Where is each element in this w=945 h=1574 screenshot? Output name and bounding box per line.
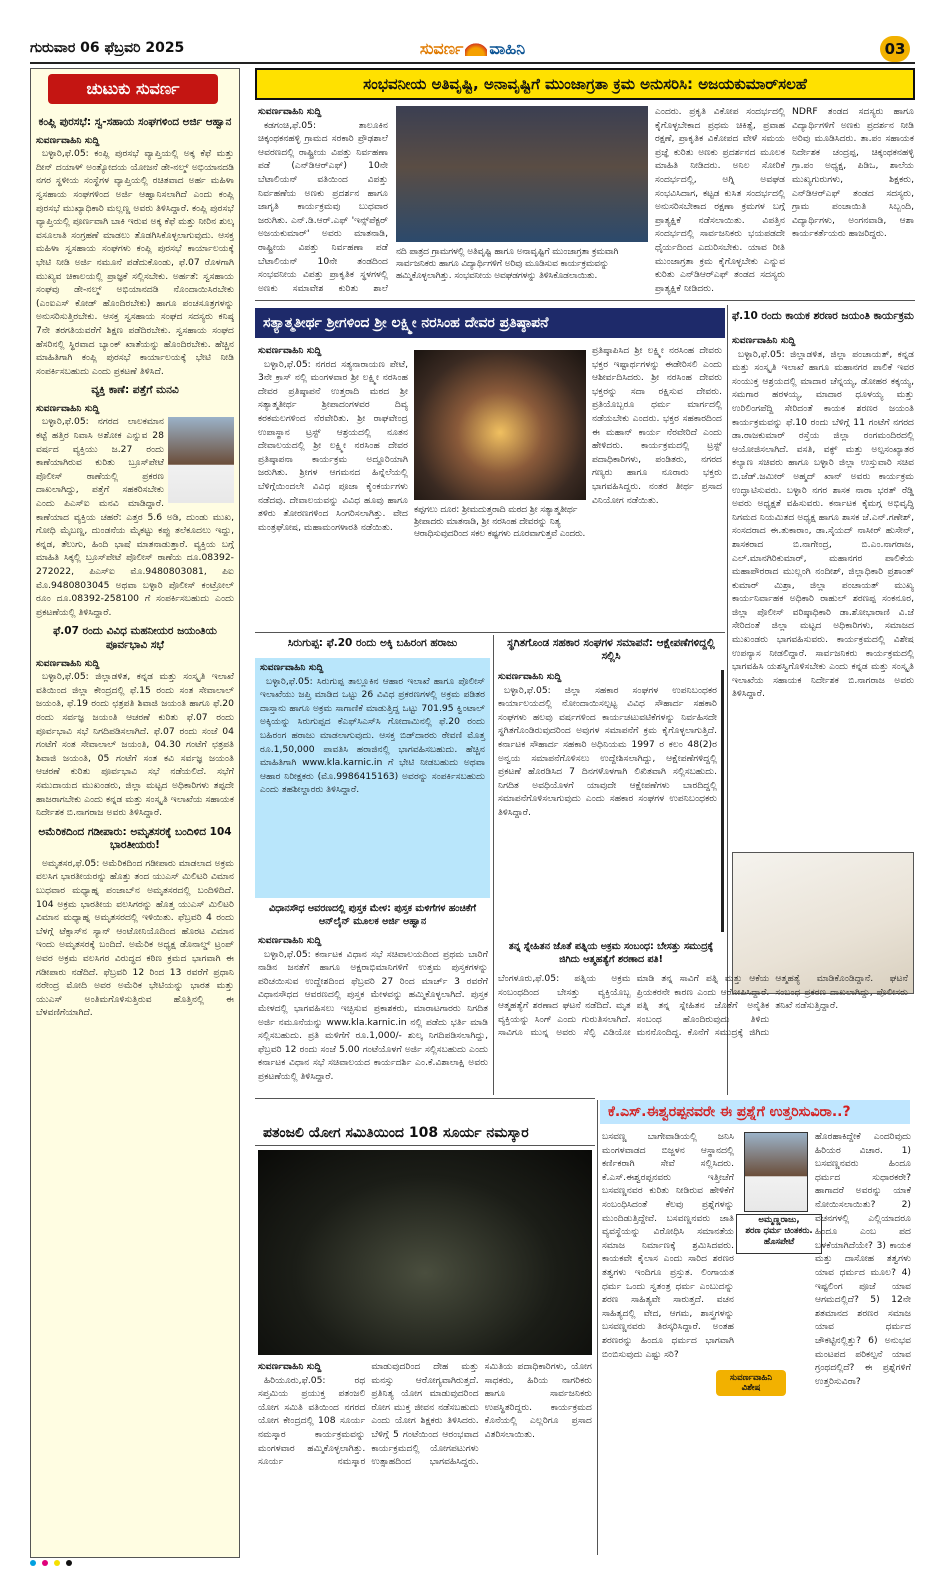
- yoga-story: [258, 1360, 592, 1550]
- story-body: ಬಳ್ಳಾರಿ,ಫೆ.05: ನಗರದ ಸತ್ಯನಾರಾಯಣ ಪೇಟೆ, 3ನೇ ಕ್ರಾಸ್ ನಲ್ಲಿ ಮಂಗಳವಾರ ಶ್ರೀ ಲಕ್ಷ್ಮೀ ನರಸಿಂಹ ದೇವರ ಪ್ರತಿಷ್ಠಾಪನೆ ಉತ್ತರಾದಿ ಮಠದ ಶ್ರೀ ಸತ್ಯಾತ್ಮತೀರ್ಥ ಶ್ರೀಪಾದಂಗಳವರ ದಿವ್ಯ ಕರಕಮಲಗಳಿಂದ ನೆರವೇರಿತು. ಶ್ರೀ ರಾಘವೇಂದ್ರ ಉಪಾಸ್ಥಾನ ಟ್ರಸ್ಟ್ ಆಶ್ರಯದಲ್ಲಿ ನೂತನ ದೇವಾಲಯದಲ್ಲಿ ಶ್ರೀ ಲಕ್ಷ್ಮೀ ನರಸಿಂಹ ದೇವರ ಪ್ರತಿಷ್ಠಾಪನಾ ಕಾರ್ಯಕ್ರಮ ಅದ್ದೂರಿಯಾಗಿ ಜರುಗಿತು. ಶ್ರೀಗಳ ಆಗಮನದ ಹಿನ್ನೆಲೆಯಲ್ಲಿ ಬೆಳಿಗ್ಗೆಯಿಂದಲೇ ವಿವಿಧ ಪೂಜಾ ಕೈಂಕರ್ಯಗಳು ನಡೆದವು. ದೇವಾಲಯವನ್ನು ವಿವಿಧ ಹೂವು ಹಾಗೂ ತಳಿರು ತೋರಣಗಳಿಂದ ಸಿಂಗರಿಸಲಾಗಿತ್ತು. ವೇದ ಮಂತ್ರಘೋಷ, ಮಹಾಮಂಗಳಾರತಿ ನಡೆಯಿತು.: [258, 358, 408, 533]
- issue-date: ಗುರುವಾರ 06 ಫೆಬ್ರವರಿ 2025: [30, 40, 185, 56]
- crime-story: ಬೆಂಗಳೂರು,ಫೆ.05: ಪತ್ನಿಯ ಅಕ್ರಮ ಸಂಬಂಧದಿಂದ ಬೇಸತ್ತು ವ್ಯಕ್ತಿಯೊಬ್ಬ ಆತ್ಮಹತ್ಯೆಗೆ ಶರಣಾದ ಘಟನೆ ನಡೆದಿದೆ. ಮೃತ ವ್ಯಕ್ತಿಯನ್ನು ಸಿಂಗ್ ಎಂದು ಗುರುತಿಸಲಾಗಿದೆ. ಸಾವಿಗೂ ಮುನ್ನ ಅವರು ಸೆಲ್ಫಿ ವಿಡಿಯೋ ಮಾಡಿ ತನ್ನ ಸಾವಿಗೆ ಪತ್ನಿ ಮತ್ತು ಆಕೆಯ ಪ್ರಿಯಕರನೇ ಕಾರಣ ಎಂದು ಆರೋಪಿಸಿದ್ದಾರೆ. ಪತ್ನಿ ತನ್ನ ಸ್ನೇಹಿತನ ಜೊತೆಗೆ ಅನೈತಿಕ ಸಂಬಂಧ ಹೊಂದಿರುವುದು ತಿಳಿದು ಮನನೊಂದಿದ್ದ. ಕೊನೆಗೆ ಸಮುದ್ರಕ್ಕೆ ಜಿಗಿದು ಆತ್ಮಹತ್ಯೆ ಮಾಡಿಕೊಂಡಿದ್ದಾನೆ. ಘಟನೆ ಸಂಬಂಧ ಪ್ರಕರಣ ದಾಖಲಾಗಿದ್ದು, ಪೊಲೀಸರು ತನಿಖೆ ನಡೆಸುತ್ತಿದ್ದಾರೆ.: [498, 973, 908, 1039]
- masthead-rule: [30, 62, 915, 64]
- black-mark: [66, 1560, 72, 1566]
- kaayaka-headline: ಫೆ.10 ರಂದು ಕಾಯಕ ಶರಣರ ಜಯಂತಿ ಕಾರ್ಯಕ್ರಮ: [732, 310, 914, 322]
- author-title: ಶರಣ ಧರ್ಮ ಚಿಂತಕರು.: [745, 1226, 813, 1236]
- column-rule: [493, 635, 494, 1095]
- story-body: ಬಳ್ಳಾರಿ,ಫೆ.05: ಕಂಪ್ಲಿ ಪುರಸಭೆ ವ್ಯಾಪ್ತಿಯಲ್ಲಿ ಅಕ್ಕ ಕೆಫೆ ಮತ್ತು ದೀನ್ ದಯಾಳ್ ಅಂತ್ಯೋದಯ ಯೋಜನೆ ಡೇ-ನಲ್ಮ್ ಅಭಿಯಾನದಡಿ ನಗರ ಸ್ಥಳೀಯ ಸಂಸ್ಥೆಗಳ ವ್ಯಾಪ್ತಿಯಲ್ಲಿ ರಚಿತವಾದ ಅರ್ಹ ಮಹಿಳಾ ಸ್ವಸಹಾಯ ಸಂಘಗಳಿಂದ ಅರ್ಜಿ ಆಹ್ವಾನಿಸಲಾಗಿದೆ ಎಂದು ಕಂಪ್ಲಿ ಪುರಸಭೆ ಮುಖ್ಯಾಧಿಕಾರಿ ಮಲ್ಲಣ್ಣ ಅವರು ತಿಳಿಸಿದ್ದಾರೆ. ಕಂಪ್ಲಿ ಪುರಸಭೆ ವ್ಯಾಪ್ತಿಯಲ್ಲಿ ಪೂರ್ಣವಾಗಿ ಬಾಕಿ ಇರುವ ಅಕ್ಕ ಕೆಫೆ ಮತ್ತು ನೀರಿನ ಶುಲ್ಕ ವಸೂಲಾತಿ ಸಂಗ್ರಹಣೆ ಮಾಡಲು ತೊಡಗಿಸಿಕೊಳ್ಳಲಾಗುವುದು. ಆಸಕ್ತ ಮಹಿಳಾ ಸ್ವಸಹಾಯ ಸಂಘಗಳು ಕಂಪ್ಲಿ ಪುರಸಭೆ ಕಾರ್ಯಾಲಯಕ್ಕೆ ಭೇಟಿ ನೀಡಿ ಅರ್ಜಿ ನಮೂನೆ ಪಡೆದುಕೊಂಡು, ಫೆ.07 ರೊಳಗಾಗಿ ಮುಖ್ಯವ ಚಿಕಾಲಯಲ್ಲಿ ಪ್ರಾಜ್ಞಕೆ ಸಲ್ಲಿಸಬೇಕು. ಅರ್ಹತೆ: ಸ್ವಸಹಾಯ ಸಂಘವು ಡೇ-ನಲ್ಮ್ ಅಭಿಯಾನದಡಿ ನೊಂದಾಯಿಸಿರಬೇಕು (ಎಂಐಎಸ್ ಕೋಡ್ ಹೊಂದಿರಬೇಕು) ಹಾಗೂ ಪಂಚಸೂತ್ರಗಳನ್ನು ಅನುಸರಿಸುತ್ತಿರಬೇಕು. ಆಸಕ್ತ ಸ್ವಸಹಾಯ ಸಂಘದ ಸದಸ್ಯರು ಕನಿಷ್ಠ 7ನೇ ತರಗತಿಯವರೆಗೆ ಶಿಕ್ಷಣ ಪಡೆದಿರಬೇಕು. ಸ್ವಸಹಾಯ ಸಂಘದ ಹೆಸರಿನಲ್ಲಿ ಸ್ಥಿರವಾದ ಬ್ಯಾಂಕ್ ಖಾತೆಯನ್ನು ಹೊಂದಿರಬೇಕು. ಹೆಚ್ಚಿನ ಮಾಹಿತಿಗಾಗಿ ಕಂಪ್ಲಿ ಪುರಸಭೆ ಕಾರ್ಯಾಲಯಕ್ಕೆ ಭೇಟಿ ನೀಡಿ ಸಂಪರ್ಕಿಸಬಹುದು ಎಂದು ಪ್ರಕಟಣೆ ತಿಳಿಸಿದೆ.: [36, 148, 234, 377]
- crime-headline: ತನ್ನ ಸ್ನೇಹಿತನ ಜೊತೆ ಪತ್ನಿಯ ಅಕ್ರಮ ಸಂಬಂಧ: ಬೇಸತ್ತು ಸಮುದ್ರಕ್ಕೆ ಜಿಗಿದು ಆತ್ಮಹತ್ಯೆಗೆ ಶರಣಾದ ಪತಿ!: [508, 941, 714, 965]
- story-headline: ಫೆ.07 ರಂದು ವಿವಿಧ ಮಹನೀಯರ ಜಯಂತಿಯ ಪೂರ್ವಭಾವಿ ಸಭೆ: [53, 625, 217, 651]
- story-headline: ಕಂಪ್ಲಿ ಪುರಸಭೆ: ಸ್ವ-ಸಹಾಯ ಸಂಘಗಳಿಂದ ಅರ್ಜಿ ಆಹ್ವಾನ: [38, 116, 232, 128]
- story-source: ಸುವರ್ಣವಾಹಿನಿ ಸುದ್ದಿ: [258, 1361, 322, 1372]
- rice-headline: ಸಿರುಗುಪ್ಪ: ಫೆ.20 ರಂದು ಅಕ್ಕಿ ಬಹಿರಂಗ ಹರಾಜು: [287, 637, 458, 649]
- story-body: ಹಿರಿಯೂರು,ಫೆ.05: ರಥ ಸಪ್ತಮಿಯ ಪ್ರಯುಕ್ತ ಪತಂಜಲಿ ಯೋಗ ಸಮಿತಿ ವತಿಯಿಂದ ನಗರದ ಯೋಗ ಕೇಂದ್ರದಲ್ಲಿ 108 ಸೂರ್ಯ ನಮಸ್ಕಾರ ಕಾರ್ಯಕ್ರಮವನ್ನು ಮಂಗಳವಾರ ಹಮ್ಮಿಕೊಳ್ಳಲಾಗಿತ್ತು. ಸೂರ್ಯ ನಮಸ್ಕಾರ ಮಾಡುವುದರಿಂದ ದೇಹ ಮತ್ತು ಮನಸ್ಸು ಆರೋಗ್ಯವಾಗಿರುತ್ತದೆ. ಪ್ರತಿನಿತ್ಯ ಯೋಗ ಮಾಡುವುದರಿಂದ ರೋಗ ಮುಕ್ತ ಜೀವನ ನಡೆಸಬಹುದು ಎಂದು ಯೋಗ ಶಿಕ್ಷಕರು ತಿಳಿಸಿದರು. ಬೆಳಿಗ್ಗೆ 5 ಗಂಟೆಯಿಂದ ಆರಂಭವಾದ ಕಾರ್ಯಕ್ರಮದಲ್ಲಿ ಯೋಗಪಟುಗಳು ಉತ್ಸಾಹದಿಂದ ಭಾಗವಹಿಸಿದ್ದರು. ಸಮಿತಿಯ ಪದಾಧಿಕಾರಿಗಳು, ಯೋಗ ಸಾಧಕರು, ಹಿರಿಯ ನಾಗರಿಕರು ಹಾಗೂ ಸಾರ್ವಜನಿಕರು ಉಪಸ್ಥಿತರಿದ್ದರು. ಕಾರ್ಯಕ್ರಮದ ಕೊನೆಯಲ್ಲಿ ಎಲ್ಲರಿಗೂ ಪ್ರಸಾದ ವಿತರಿಸಲಾಯಿತು.: [258, 1361, 592, 1468]
- author-place: ಹೊಸಪೇಟೆ: [763, 1237, 795, 1247]
- cyan-mark: [30, 1560, 36, 1566]
- logo-text-part1: ಸುವರ್ಣ: [419, 39, 464, 58]
- eshwarappa-story-right: ಹೊರಹಾಕಿದ್ದೇಕೆ ಎಂದರಿವುದು ಹಿರಿಯರ ವಿಚಾರ. 1) ಬಸವಣ್ಣನವರು ಹಿಂದೂ ಧರ್ಮದ ಸುಧಾರಕರೇ? ಹಾಗಾದರೆ ಅವರನ್ನು ಯಾಕೆ ನೋಯಿಸಲಾಯಿತು? 2) ವಚನಗಳಲ್ಲಿ ಎಲ್ಲಿಯಾದರೂ ಹಿಂದೂ ಎಂಬ ಪದ ಬಳಕೆಯಾಗಿದೆಯೇ? 3) ಕಾಯಕ ಮತ್ತು ದಾಸೋಹ ತತ್ವಗಳು ಯಾವ ಧರ್ಮದ ಮೂಲ? 4) ಇಷ್ಟಲಿಂಗ ಪೂಜೆ ಯಾವ ಆಗಮದಲ್ಲಿದೆ? 5) 12ನೇ ಶತಮಾನದ ಶರಣರ ಸಮಾಜ ಯಾವ ಧರ್ಮದ ಚೌಕಟ್ಟಿನಲ್ಲಿತ್ತು? 6) ಅನುಭವ ಮಂಟಪದ ಪರಿಕಲ್ಪನೆ ಯಾವ ಗ್ರಂಥದಲ್ಲಿದೆ? ಈ ಪ್ರಶ್ನೆಗಳಿಗೆ ಉತ್ತರಿಸುವಿರಾ?: [815, 1131, 911, 1387]
- section-title-chutuku: ಚುಟುಕು ಸುವರ್ಣ: [48, 74, 218, 104]
- story-body: ಅಮೃತಸರ,ಫೆ.05: ಅಮೆರಿಕದಿಂದ ಗಡೀಪಾರು ಮಾಡಲಾದ ಅಕ್ರಮ ವಲಸಿಗ ಭಾರತೀಯರನ್ನು ಹೊತ್ತು ತಂದ ಯುಎಸ್ ಮಿಲಿಟರಿ ವಿಮಾನ ಬುಧವಾರ ಮಧ್ಯಾಹ್ನ ಪಂಜಾಬ್‌ನ ಅಮೃತಸರದಲ್ಲಿ ಬಂದಿಳಿದಿದೆ. 104 ಅಕ್ರಮ ಭಾರತೀಯ ವಲಸಿಗರನ್ನು ಹೊತ್ತ ಯುಎಸ್ ಮಿಲಿಟರಿ ವಿಮಾನ ಮಧ್ಯಾಹ್ನ ಅಮೃತಸರದಲ್ಲಿ ಇಳಿಯಿತು. ಫೆಬ್ರವರಿ 4 ರಂದು ಬೆಳಗ್ಗೆ ಟೆಕ್ಸಾಸ್‌ನ ಸ್ಯಾನ್ ಆಂಟೋನಿಯೊದಿಂದ ಹೊರಟ ವಿಮಾನ ಇಂದು ಅಮೃತಸರಕ್ಕೆ ಬಂದಿದೆ. ಅಮೆರಿಕ ಅಧ್ಯಕ್ಷ ಡೊನಾಲ್ಡ್ ಟ್ರಂಪ್ ಅವರ ಅಕ್ರಮ ವಲಸಿಗರ ವಿರುದ್ಧದ ಕಠಿಣ ಕ್ರಮದ ಭಾಗವಾಗಿ ಈ ಗಡೀಪಾರು ನಡೆದಿದೆ. ಫೆಬ್ರವರಿ 12 ರಿಂದ 13 ರವರೆಗೆ ಪ್ರಧಾನಿ ನರೇಂದ್ರ ಮೋದಿ ಅವರ ಅಮೆರಿಕ ಭೇಟಿಯನ್ನು ಭಾರತ ಮತ್ತು ಯುಎಸ್ ಅಂತಿಮಗೊಳಿಸುತ್ತಿರುವ ಹೊತ್ತಿನಲ್ಲಿ ಈ ಬೆಳವಣಿಗೆಯಾಗಿದೆ.: [36, 857, 234, 1019]
- print-registration-marks: [30, 1560, 915, 1566]
- ndrf-group-photo: [396, 106, 648, 242]
- page-number: 03: [880, 36, 910, 62]
- left-column-stories: [36, 110, 234, 1550]
- temple-headline: ಸತ್ಯಾತ್ಮತೀರ್ಥ ಶ್ರೀಗಳಿಂದ ಶ್ರೀ ಲಕ್ಷ್ಮೀ ನರಸಿಂಹ ದೇವರ ಪ್ರತಿಷ್ಠಾಪನೆ: [255, 308, 725, 338]
- yoga-headline: ಪತಂಜಲಿ ಯೋಗ ಸಮಿತಿಯಿಂದ 108 ಸೂರ್ಯ ನಮಸ್ಕಾರ: [255, 1120, 595, 1146]
- temple-col1: [258, 344, 408, 629]
- coop-headline: ಸ್ಥಗಿತಗೊಂಡ ಸಹಕಾರ ಸಂಘಗಳ ಸಮಾಪನೆ: ಆಕ್ಷೇಪಣೆಗಳಿದ್ದಲ್ಲಿ ಸಲ್ಲಿಸಿ: [507, 637, 715, 662]
- main-headline: ಸಂಭವನೀಯ ಅತಿವೃಷ್ಟಿ, ಅನಾವೃಷ್ಟಿಗೆ ಮುಂಜಾಗ್ರತಾ ಕ್ರಮ ಅನುಸರಿಸಿ: ಅಜಯಕುಮಾರ್‌ಸಲಹೆ: [255, 68, 915, 100]
- story-source: ಸುವರ್ಣವಾಹಿನಿ ಸುದ್ದಿ: [36, 657, 100, 669]
- story-headline: ಅಮೆರಿಕದಿಂದ ಗಡೀಪಾರು: ಅಮೃತಸರಕ್ಕೆ ಬಂದಿಳಿದ 104 ಭಾರತೀಯರು!: [38, 825, 232, 852]
- story-source: ಸುವರ್ಣವಾಹಿನಿ ಸುದ್ದಿ: [732, 335, 796, 346]
- story-source: ಸುವರ್ಣವಾಹಿನಿ ಸುದ್ದಿ: [36, 134, 100, 146]
- story-body: ಕಡಗಂಚಿ,ಫೆ.05: ತಾಲೂಕಿನ ಚಿಕ್ಕಂಥಕನಹಳ್ಳಿ ಗ್ರಾಮದ ಸರಕಾರಿ ಪ್ರೌಢಶಾಲೆ ಆವರಣದಲ್ಲಿ ರಾಷ್ಟ್ರೀಯ ವಿಪತ್ತು ನಿರ್ವಹಣಾ ಪಡೆ (ಎನ್‌ಡಿಆರ್‌ಎಫ್) 10ನೇ ಬೆಟಾಲಿಯನ್ ವತಿಯಿಂದ ವಿಪತ್ತು ನಿರ್ವಹಣೆಯ ಅಣಕು ಪ್ರದರ್ಶನ ಹಾಗೂ ಜಾಗೃತಿ ಕಾರ್ಯಕ್ರಮವು ಬುಧವಾರ ಜರುಗಿತು. ಎನ್.ಡಿ.ಆರ್.ಎಫ್ 'ಇನ್ಸ್‌ಪೆಕ್ಟರ್ ಅಜಯಕುಮಾರ್' ಅವರು ಮಾತನಾಡಿ, ರಾಷ್ಟ್ರೀಯ ವಿಪತ್ತು ನಿರ್ವಹಣಾ ಪಡೆ ಬೆಟಾಲಿಯನ್ 10ನೇ ತಂಡದಿಂದ ಸಂಭವನೀಯ ವಿಪತ್ತು ಪ್ರಾಕೃತಿಕ ಸ್ಥಳಗಳಲ್ಲಿ ಅಣಕು ಸಮಾವೇಶ ಕುರಿತು ಶಾಲೆ: [258, 119, 388, 294]
- author-name: ಅಮ್ಮಣ್ಣರಾಜು,: [758, 1215, 800, 1225]
- top-story-col1: [258, 105, 388, 295]
- story-body: ಬಳ್ಳಾರಿ,ಫೆ.05: ಸಿರುಗುಪ್ಪ ತಾಲ್ಲೂಕಿನ ಆಹಾರ ಇಲಾಖೆ ಹಾಗೂ ಪೊಲೀಸ್ ಇಲಾಖೆಯು ಜಪ್ತಿ ಮಾಡಿದ ಒಟ್ಟು 26 ವಿವಿಧ ಪ್ರಕರಣಗಳಲ್ಲಿ ಅಕ್ರಮ ಪಡಿತರ ದಾಸ್ತಾನು ಹಾಗೂ ಅಕ್ರಮ ಸಾಗಾಣಿಕೆ ಮಾಡುತ್ತಿದ್ದ ಒಟ್ಟು 701.95 ಕ್ವಿಂಟಾಲ್ ಅಕ್ಕಿಯನ್ನು ಸಿರುಗುಪ್ಪದ ಕೆಎಫ್‌ಸಿಎಸ್‌ಸಿ ಗೋದಾಮಿನಲ್ಲಿ ಫೆ.20 ರಂದು ಬಹಿರಂಗ ಹರಾಜು ಮಾಡಲಾಗುವುದು. ಆಸಕ್ತ ಬಿಡ್‌ದಾರರು ಠೇವಣಿ ಮೊತ್ತ ರೂ.1,50,000 ಪಾವತಿಸಿ ಹರಾಜಿನಲ್ಲಿ ಭಾಗವಹಿಸಬಹುದು. ಹೆಚ್ಚಿನ ಮಾಹಿತಿಗಾಗಿ www.kla.karnic.in ಗೆ ಭೇಟಿ ನೀಡಬಹುದು ಅಥವಾ ಆಹಾರ ನಿರೀಕ್ಷಕರು (ಮೊ.9986415163) ಅವರನ್ನು ಸಂಪರ್ಕಿಸಬಹುದು ಎಂದು ತಹಶೀಲ್ದಾರರು ತಿಳಿಸಿದ್ದಾರೆ.: [260, 675, 485, 796]
- temple-col3: ಪ್ರತಿಷ್ಠಾಪಿಸಿದ ಶ್ರೀ ಲಕ್ಷ್ಮೀ ನರಸಿಂಹ ದೇವರು ಭಕ್ತರ ಇಷ್ಟಾರ್ಥಗಳನ್ನು ಈಡೇರಿಸಲಿ ಎಂದು ಆಶೀರ್ವದಿಸಿದರು. ಶ್ರೀ ನರಸಿಂಹ ದೇವರು ಭಕ್ತರನ್ನು ಸದಾ ರಕ್ಷಿಸುವ ದೇವರು. ಪ್ರತಿಯೊಬ್ಬರೂ ಧರ್ಮ ಮಾರ್ಗದಲ್ಲಿ ನಡೆಯಬೇಕು ಎಂದರು. ಭಕ್ತರ ಸಹಕಾರದಿಂದ ಈ ಮಹಾನ್ ಕಾರ್ಯ ನೆರವೇರಿದೆ ಎಂದು ಹೇಳಿದರು. ಕಾರ್ಯಕ್ರಮದಲ್ಲಿ ಟ್ರಸ್ಟ್ ಪದಾಧಿಕಾರಿಗಳು, ಪಂಡಿತರು, ನಗರದ ಗಣ್ಯರು ಹಾಗೂ ನೂರಾರು ಭಕ್ತರು ಭಾಗವಹಿಸಿದ್ದರು. ನಂತರ ತೀರ್ಥ ಪ್ರಸಾದ ವಿನಿಯೋಗ ನಡೆಯಿತು.: [592, 345, 722, 506]
- yellow-mark: [54, 1560, 60, 1566]
- badge-line2: ವಿಶೇಷ: [741, 1383, 761, 1393]
- logo-text-part2: ವಾಹಿನಿ: [489, 39, 526, 58]
- magenta-mark: [42, 1560, 48, 1566]
- top-story-col3: ಎಂದರು. ಪ್ರಕೃತಿ ವಿಕೋಪ ಸಂದರ್ಭದಲ್ಲಿ ಕೈಗೊಳ್ಳಬೇಕಾದ ಪ್ರಥಮ ಚಿಕಿತ್ಸೆ, ಪ್ರವಾಹ ರಕ್ಷಣೆ, ಪ್ರಾಕೃತಿಕ ವಿಕೋಪದ ವೇಳೆ ಸಮಯ ಪ್ರಜ್ಞೆ ಕುರಿತು ಅಣಕು ಪ್ರದರ್ಶನದ ಮೂಲಕ ಮಾಹಿತಿ ನೀಡಿದರು. ಅನಿಲ ಸೋರಿಕೆ ಸಂದರ್ಭದಲ್ಲಿ, ಅಗ್ನಿ ಅವಘಡ ಸಂಭವಿಸಿದಾಗ, ಕಟ್ಟಡ ಕುಸಿತ ಸಂದರ್ಭದಲ್ಲಿ ಅನುಸರಿಸಬೇಕಾದ ರಕ್ಷಣಾ ಕ್ರಮಗಳ ಬಗ್ಗೆ ಪ್ರಾತ್ಯಕ್ಷಿಕೆ ನಡೆಸಲಾಯಿತು. ವಿಪತ್ತಿನ ಸಂದರ್ಭದಲ್ಲಿ ಸಾರ್ವಜನಿಕರು ಭಯಪಡದೇ ಧೈರ್ಯದಿಂದ ಎದುರಿಸಬೇಕು. ಯಾವ ರೀತಿ ಮುಂಜಾಗ್ರತಾ ಕ್ರಮ ಕೈಗೊಳ್ಳಬೇಕು ಎನ್ನುವ ಕುರಿತು ಎನ್‌ಡಿಆರ್‌ಎಫ್ ತಂಡದ ಸದಸ್ಯರು ಪ್ರಾತ್ಯಕ್ಷಿಕೆ ನೀಡಿದರು.: [655, 106, 785, 294]
- badge-line1: ಸುವರ್ಣವಾಹಿನಿ: [729, 1373, 773, 1383]
- story-body: ಬಳ್ಳಾರಿ,ಫೆ.05: ಜಿಲ್ಲಾಡಳಿತ, ಕನ್ನಡ ಮತ್ತು ಸಂಸ್ಕೃತಿ ಇಲಾಖೆ ವತಿಯಿಂದ ಜಿಲ್ಲಾ ಕೇಂದ್ರದಲ್ಲಿ ಫೆ.15 ರಂದು ಸಂತ ಸೇವಾಲಾಲ್ ಜಯಂತಿ, ಫೆ.19 ರಂದು ಛತ್ರಪತಿ ಶಿವಾಜಿ ಜಯಂತಿ ಹಾಗೂ ಫೆ.20 ರಂದು ಸರ್ವಜ್ಞ ಜಯಂತಿ ಆಚರಣೆ ಕುರಿತು ಫೆ.07 ರಂದು ಪೂರ್ವಭಾವಿ ಸಭೆ ನಿಗದಿಪಡಿಸಲಾಗಿದೆ. ಫೆ.07 ರಂದು ಸಂಜೆ 04 ಗಂಟೆಗೆ ಸಂತ ಸೇವಾಲಾಲ್ ಜಯಂತಿ, 04.30 ಗಂಟೆಗೆ ಛತ್ರಪತಿ ಶಿವಾಜಿ ಜಯಂತಿ, 05 ಗಂಟೆಗೆ ಸಂತ ಕವಿ ಸರ್ವಜ್ಞ ಜಯಂತಿ ಆಚರಣೆ ಕುರಿತು ಪೂರ್ವಭಾವಿ ಸಭೆ ನಡೆಯಲಿದೆ. ಸಭೆಗೆ ಸಮುದಾಯದ ಮುಖಂಡರು, ಜಿಲ್ಲಾ ಮಟ್ಟದ ಅಧಿಕಾರಿಗಳು ತಪ್ಪದೇ ಹಾಜರಾಗಬೇಕು ಎಂದು ಕನ್ನಡ ಮತ್ತು ಸಂಸ್ಕೃತಿ ಇಲಾಖೆಯ ಸಹಾಯಕ ನಿರ್ದೇಶಕ ಬಿ.ನಾಗರಾಜ ಅವರು ತಿಳಿಸಿದ್ದಾರೆ.: [36, 671, 234, 819]
- kaayaka-story: [732, 334, 914, 844]
- column-rule: [597, 1100, 598, 1555]
- eshwarappa-story-mid: [738, 1258, 812, 1368]
- books-headline: ವಿಧಾನಸೌಧ ಆವರಣದಲ್ಲಿ ಪುಸ್ತಕ ಮೇಳ: ಪುಸ್ತಕ ಮಳಿಗೆಗಳ ಹಂಚಿಕೆಗೆ ಆನ್‌ಲೈನ್ ಮೂಲಕ ಅರ್ಜಿ ಆಹ್ವಾನ: [268, 903, 477, 927]
- story-source: ಸುವರ್ಣವಾಹಿನಿ ಸುದ್ದಿ: [258, 106, 322, 117]
- newspaper-logo: [395, 36, 550, 62]
- story-source: ಸುವರ್ಣವಾಹಿನಿ ಸುದ್ದಿ: [36, 402, 100, 414]
- coop-story: [498, 670, 724, 932]
- top-story-col4: NDRF ತಂಡದ ಸದಸ್ಯರು ಹಾಗೂ ವಿದ್ಯಾರ್ಥಿಗಳಿಗೆ ಅಣಕು ಪ್ರದರ್ಶನ ನೀಡಿ ಅರಿವು ಮೂಡಿಸಿದರು. ತಾ.ಪಂ ಸಹಾಯಕ ನಿರ್ದೇಶಕ ಚಂದ್ರಪ್ಪ, ಚಿಕ್ಕಂಥಕನಹಳ್ಳಿ ಗ್ರಾ.ಪಂ ಅಧ್ಯಕ್ಷ, ಪಿಡಿಒ, ಶಾಲೆಯ ಮುಖ್ಯಗುರುಗಳು, ಶಿಕ್ಷಕರು, ಎನ್‌ಡಿಆರ್‌ಎಫ್ ತಂಡದ ಸದಸ್ಯರು, ಗ್ರಾಮ ಪಂಚಾಯಿತಿ ಸಿಬ್ಬಂದಿ, ವಿದ್ಯಾರ್ಥಿಗಳು, ಅಂಗನವಾಡಿ, ಆಶಾ ಕಾರ್ಯಕರ್ತೆಯರು ಹಾಜರಿದ್ದರು.: [792, 106, 914, 240]
- story-source: ಸುವರ್ಣವಾಹಿನಿ ಸುದ್ದಿ: [260, 662, 324, 673]
- books-story: [258, 934, 488, 1099]
- story-source: ಸುವರ್ಣವಾಹಿನಿ ಸುದ್ದಿ: [258, 345, 322, 356]
- missing-person-photo: [168, 417, 234, 503]
- story-source: ಸುವರ್ಣವಾಹಿನಿ ಸುದ್ದಿ: [258, 935, 322, 946]
- author-photo: [744, 1132, 808, 1212]
- story-body: ಬಳ್ಳಾರಿ,ಫೆ.05: ನಗರದ ಲಾಲಕಮಾನ ಕಟ್ಟೆ ಹತ್ತಿರ ನಿವಾಸಿ ಅಶೋಕ ಎನ್ನುವ 28 ವರ್ಷದ ವ್ಯಕ್ತಿಯು ಜ.27 ರಂದು ಕಾಣೆಯಾಗಿರುವ ಕುರಿತು ಬ್ರೂಸ್‌ಪೇಟೆ ಪೊಲೀಸ್ ಠಾಣೆಯಲ್ಲಿ ಪ್ರಕರಣ ದಾಖಲಾಗಿದ್ದು, ಪತ್ತೆಗೆ ಸಹಕರಿಸಬೇಕು ಎಂದು ಪಿಎಸ್‌ಐ ಮನವಿ ಮಾಡಿದ್ದಾರೆ. ಕಾಣೆಯಾದ ವ್ಯಕ್ತಿಯ ಚಹರೆ: ಎತ್ತರ 5.6 ಅಡಿ, ದುಂಡು ಮುಖ, ಗೋಧಿ ಮೈಬಣ್ಣ, ದುಂಡನೆಯ ಮೈಕಟ್ಟು ಕಪ್ಪು ತಲೆಕೂದಲು ಇದ್ದು, ಕನ್ನಡ, ತೆಲುಗು, ಹಿಂದಿ ಭಾಷೆ ಮಾತನಾಡುತ್ತಾರೆ. ವ್ಯಕ್ತಿಯ ಬಗ್ಗೆ ಮಾಹಿತಿ ಸಿಕ್ಕಲ್ಲಿ ಬ್ರೂಸ್‌ಪೇಟೆ ಪೊಲೀಸ್ ಠಾಣೆಯ ದೂ.08392-272022, ಪಿಎಸ್‌ಐ ಮೊ.9480803081, ಪಿಐ ಮೊ.9480803045 ಅಥವಾ ಬಳ್ಳಾರಿ ಪೊಲೀಸ್ ಕಂಟ್ರೋಲ್ ರೂಂ ದೂ.08392-258100 ಗೆ ಸಂಪರ್ಕಿಸಬಹುದು ಎಂದು ಪ್ರಕಟಣೆಯಲ್ಲಿ ತಿಳಿಸಿದ್ದಾರೆ.: [36, 416, 234, 618]
- story-headline: ವ್ಯಕ್ತಿ ಕಾಣೆ: ಪತ್ತೆಗೆ ಮನವಿ: [91, 384, 179, 397]
- section-rule: [255, 1098, 595, 1099]
- section-rule: [255, 300, 915, 301]
- photo-caption: ಕಪ್ಪಗಲು ದೂರ: ಶ್ರೀಮದುತ್ತರಾದಿ ಮಠದ ಶ್ರೀ ಸತ್ಯಾತ್ಮತೀರ್ಥ ಶ್ರೀಪಾದರು ಮಾತನಾಡಿ, ಶ್ರೀ ನರಸಿಂಹ ದೇವರನ್ನು ನಿತ್ಯ ಆರಾಧಿಸುವುದರಿಂದ ಸಕಲ ಕಷ್ಟಗಳು ದೂರವಾಗುತ್ತವೆ ಎಂದರು.: [414, 505, 586, 539]
- story-body: ಬಳ್ಳಾರಿ,ಫೆ.05: ಕರ್ನಾಟಕ ವಿಧಾನ ಸಭೆ ಸಚಿವಾಲಯದಿಂದ ಪ್ರಥಮ ಬಾರಿಗೆ ನಾಡಿನ ಜನತೆಗೆ ಹಾಗೂ ಅಕ್ಷರಾಭಿಮಾನಿಗಳಿಗೆ ಉತ್ತಮ ಪುಸ್ತಕಗಳನ್ನು ಪರಿಚಯಿಸುವ ಉದ್ದೇಶದಿಂದ ಫೆಬ್ರವರಿ 27 ರಿಂದ ಮಾರ್ಚ್ 3 ರವರೆಗೆ ವಿಧಾನಸೌಧದ ಆವರಣದಲ್ಲಿ ಪುಸ್ತಕ ಮೇಳವನ್ನು ಹಮ್ಮಿಕೊಳ್ಳಲಾಗಿದೆ. ಪುಸ್ತಕ ಮೇಳದಲ್ಲಿ ಭಾಗವಹಿಸಲು ಇಚ್ಛಿಸುವ ಪ್ರಕಾಶಕರು, ಮಾರಾಟಗಾರರು ನಿಗದಿತ ಅರ್ಜಿ ನಮೂನೆಯನ್ನು www.kla.karnic.in ನಲ್ಲಿ ಪಡೆದು ಭರ್ತಿ ಮಾಡಿ ಸಲ್ಲಿಸಬಹುದು. ಪ್ರತಿ ಮಳಿಗೆಗೆ ರೂ.1,000/- ಶುಲ್ಕ ನಿಗದಿಪಡಿಸಲಾಗಿದ್ದು, ಫೆಬ್ರವರಿ 12 ರಂದು ಸಂಜೆ 5.00 ಗಂಟೆಯೊಳಗೆ ಅರ್ಜಿ ಸಲ್ಲಿಸಬಹುದು ಎಂದು ಕರ್ನಾಟಕ ವಿಧಾನ ಸಭೆ ಸಚಿವಾಲಯದ ಕಾರ್ಯದರ್ಶಿ ಎಂ.ಕೆ.ವಿಶಾಲಾಕ್ಷಿ ಅವರು ಪ್ರಕಟಣೆಯಲ್ಲಿ ತಿಳಿಸಿದ್ದಾರೆ.: [258, 948, 488, 1082]
- author-caption: [736, 1214, 822, 1254]
- rice-auction-box: [255, 658, 490, 898]
- photo-caption: ನದಿ ಪಾತ್ರದ ಗ್ರಾಮಗಳಲ್ಲಿ ಅತಿವೃಷ್ಟಿ ಹಾಗೂ ಅನಾವೃಷ್ಟಿಗೆ ಮುಂಜಾಗ್ರತಾ ಕ್ರಮವಾಗಿ ಸಾರ್ವಜನಿಕರು ಹಾಗೂ ವಿದ್ಯಾರ್ಥಿಗಳಿಗೆ ಅರಿವು ಮೂಡಿಸುವ ಕಾರ್ಯಕ್ರಮವನ್ನು ಹಮ್ಮಿಕೊಳ್ಳಲಾಗಿತ್ತು. ಸಂಭವನೀಯ ಅವಘಡಗಳನ್ನು ತಿಳಿಸಿಕೊಡಲಾಯಿತು.: [396, 247, 619, 281]
- story-body: ಬಳ್ಳಾರಿ,ಫೆ.05: ಜಿಲ್ಲಾಡಳಿತ, ಜಿಲ್ಲಾ ಪಂಚಾಯತ್, ಕನ್ನಡ ಮತ್ತು ಸಂಸ್ಕೃತಿ ಇಲಾಖೆ ಹಾಗೂ ಮಹಾನಗರ ಪಾಲಿಕೆ ಇವರ ಸಂಯುಕ್ತ ಆಶ್ರಯದಲ್ಲಿ ಮಾದಾರ ಚೆನ್ನಯ್ಯ, ಡೋಹರ ಕಕ್ಕಯ್ಯ, ಸಮಗಾರ ಹರಳಯ್ಯ, ಮಾದಾರ ಧೂಳಯ್ಯ ಮತ್ತು ಉರಿಲಿಂಗಪೆದ್ದಿ ಸೇರಿದಂತೆ ಕಾಯಕ ಶರಣರ ಜಯಂತಿ ಕಾರ್ಯಕ್ರಮವನ್ನು ಫೆ.10 ರಂದು ಬೆಳಿಗ್ಗೆ 11 ಗಂಟೆಗೆ ನಗರದ ಡಾ.ರಾಜಕುಮಾರ್ ರಸ್ತೆಯ ಜಿಲ್ಲಾ ರಂಗಮಂದಿರದಲ್ಲಿ ಆಯೋಜಿಸಲಾಗಿದೆ. ವಸತಿ, ವಕ್ಫ್ ಮತ್ತು ಅಲ್ಪಸಂಖ್ಯಾತರ ಕಲ್ಯಾಣ ಸಚಿವರು ಹಾಗೂ ಬಳ್ಳಾರಿ ಜಿಲ್ಲಾ ಉಸ್ತುವಾರಿ ಸಚಿವ ಬಿ.ಜೆಡ್.ಜಮೀರ್ ಅಹ್ಮದ್ ಖಾನ್ ಅವರು ಕಾರ್ಯಕ್ರಮ ಉದ್ಘಾಟಿಸುವರು. ಬಳ್ಳಾರಿ ನಗರ ಶಾಸಕ ನಾರಾ ಭರತ್ ರೆಡ್ಡಿ ಅವರು ಅಧ್ಯಕ್ಷತೆ ವಹಿಸುವರು. ಕರ್ನಾಟಕ ಕೈಮಗ್ಗ ಅಭಿವೃದ್ಧಿ ನಿಗಮದ ನಿಯಮಿತದ ಅಧ್ಯಕ್ಷ ಹಾಗೂ ಶಾಸಕ ಜೆ.ಎನ್.ಗಣೇಶ್, ಸಂಸದರಾದ ಈ.ತುಕಾರಾಂ, ಡಾ.ಸೈಯದ್ ನಾಸೀರ್ ಹುಸೇನ್, ಶಾಸಕರಾದ ಬಿ.ನಾಗೇಂದ್ರ, ಬಿ.ಎಂ.ನಾಗರಾಜ, ಎಲ್.ಮಾನಗಿರಿಕುಮಾರ್, ಮಹಾನಗರ ಪಾಲಿಕೆಯ ಮಹಾಪೌರರಾದ ಮುಲ್ಲಂಗಿ ನಂದೀಶ್, ಜಿಲ್ಲಾಧಿಕಾರಿ ಪ್ರಶಾಂತ್ ಕುಮಾರ್ ಮಿಶ್ರಾ, ಜಿಲ್ಲಾ ಪಂಚಾಯತ್ ಮುಖ್ಯ ಕಾರ್ಯನಿರ್ವಾಹಕ ಅಧಿಕಾರಿ ರಾಹುಲ್ ಶರಣಪ್ಪ ಸಂಕನೂರ, ಜಿಲ್ಲಾ ಪೊಲೀಸ್ ವರಿಷ್ಠಾಧಿಕಾರಿ ಡಾ.ಶೋಭಾರಾಣಿ ವಿ.ಜೆ ಸೇರಿದಂತೆ ಜಿಲ್ಲಾ ಮಟ್ಟದ ಅಧಿಕಾರಿಗಳು, ಸಮಾಜದ ಮುಖಂಡರು ಭಾಗವಹಿಸುವರು. ಕಾರ್ಯಕ್ರಮದಲ್ಲಿ ವಿಶೇಷ ಉಪನ್ಯಾಸ ನೀಡಲಿದ್ದಾರೆ. ಸಾರ್ವಜನಿಕರು ಕಾರ್ಯಕ್ರಮದಲ್ಲಿ ಭಾಗವಹಿಸಿ ಯಶಸ್ವಿಗೊಳಿಸಬೇಕು ಎಂದು ಕನ್ನಡ ಮತ್ತು ಸಂಸ್ಕೃತಿ ಇಲಾಖೆಯ ಸಹಾಯಕ ನಿರ್ದೇಶಕ ಬಿ.ನಾಗರಾಜ ಅವರು ತಿಳಿಸಿದ್ದಾರೆ.: [732, 348, 914, 700]
- shrine-photo: [414, 350, 586, 500]
- section-rule: [255, 632, 725, 633]
- story-source: ಸುವರ್ಣವಾಹಿನಿ ಸುದ್ದಿ: [498, 671, 562, 682]
- eshwarappa-story-left: ಬಸವಣ್ಣ ಬಾಗೇವಾಡಿಯಲ್ಲಿ ಜನಿಸಿ ಮಂಗಳವಾಡದ ಬಿಜ್ಜಳನ ಆಸ್ಥಾನದಲ್ಲಿ ಕರ್ಣಿಕರಾಗಿ ಸೇವೆ ಸಲ್ಲಿಸಿದರು. ಕೆ.ಎಸ್.ಈಶ್ವರಪ್ಪನವರು ಇತ್ತೀಚೆಗೆ ಬಸವಣ್ಣನವರ ಕುರಿತು ನೀಡಿರುವ ಹೇಳಿಕೆಗೆ ಸಂಬಂಧಿಸಿದಂತೆ ಕೆಲವು ಪ್ರಶ್ನೆಗಳನ್ನು ಮುಂದಿಡುತ್ತಿದ್ದೇವೆ. ಬಸವಣ್ಣನವರು ಜಾತಿ ವ್ಯವಸ್ಥೆಯನ್ನು ವಿರೋಧಿಸಿ ಸಮಾನತೆಯ ಸಮಾಜ ನಿರ್ಮಾಣಕ್ಕೆ ಶ್ರಮಿಸಿದವರು. ಕಾಯಕವೇ ಕೈಲಾಸ ಎಂದು ಸಾರಿದ ಶರಣರ ತತ್ವಗಳು ಇಂದಿಗೂ ಪ್ರಸ್ತುತ. ಲಿಂಗಾಯತ ಧರ್ಮ ಒಂದು ಸ್ವತಂತ್ರ ಧರ್ಮ ಎಂಬುದನ್ನು ಶರಣ ಸಾಹಿತ್ಯವೇ ಸಾರುತ್ತದೆ. ವಚನ ಸಾಹಿತ್ಯದಲ್ಲಿ ವೇದ, ಆಗಮ, ಶಾಸ್ತ್ರಗಳನ್ನು ಬಸವಣ್ಣನವರು ತಿರಸ್ಕರಿಸಿದ್ದಾರೆ. ಅಂತಹ ಶರಣರನ್ನು ಹಿಂದೂ ಧರ್ಮದ ಭಾಗವಾಗಿ ಬಿಂಬಿಸುವುದು ಎಷ್ಟು ಸರಿ?: [602, 1131, 734, 1360]
- sun-logo-icon: [465, 42, 487, 56]
- eshwarappa-headline: ಕೆ.ಎಸ್.ಈಶ್ವರಪ್ಪನವರೇ ಈ ಪ್ರಶ್ನೆಗೆ ಉತ್ತರಿಸುವಿರಾ..?: [600, 1100, 910, 1124]
- story-body: ಬಳ್ಳಾರಿ,ಫೆ.05: ಜಿಲ್ಲಾ ಸಹಕಾರ ಸಂಘಗಳ ಉಪನಿಬಂಧಕರ ಕಾರ್ಯಾಲಯದಲ್ಲಿ ನೋಂದಾಯಿಸಲ್ಪಟ್ಟ ವಿವಿಧ ಸೌಹಾರ್ದ ಸಹಕಾರಿ ಸಂಘಗಳು ಹಲವು ವರ್ಷಗಳಿಂದ ಕಾರ್ಯಚಟುವಟಿಕೆಗಳನ್ನು ನಿರ್ವಹಿಸದೇ ಸ್ಥಗಿತಗೊಂಡಿರುವುದರಿಂದ ಅವುಗಳ ಸಮಾಪನೆಗೆ ಕ್ರಮ ಕೈಗೊಳ್ಳಲಾಗುತ್ತಿದೆ. ಕರ್ನಾಟಕ ಸೌಹಾರ್ದ ಸಹಕಾರಿ ಅಧಿನಿಯಮ 1997 ರ ಕಲಂ 48(2)ರ ಅನ್ವಯ ಸಮಾಪನೆಗೊಳಿಸಲು ಉದ್ದೇಶಿಸಲಾಗಿದ್ದು, ಆಕ್ಷೇಪಣೆಗಳಿದ್ದಲ್ಲಿ ಪ್ರಕಟಣೆ ಹೊರಡಿಸಿದ 7 ದಿನಗಳೊಳಗಾಗಿ ಲಿಖಿತವಾಗಿ ಸಲ್ಲಿಸಬಹುದು. ನಿಗದಿತ ಅವಧಿಯೊಳಗೆ ಯಾವುದೇ ಆಕ್ಷೇಪಣೆಗಳು ಬಾರದಿದ್ದಲ್ಲಿ ಸಮಾಪನೆಗೊಳಿಸಲಾಗುವುದು ಎಂದು ಸಹಕಾರ ಸಂಘಗಳ ಉಪನಿಬಂಧಕರು ತಿಳಿಸಿದ್ದಾರೆ.: [498, 684, 717, 818]
- special-badge: [716, 1370, 786, 1396]
- yoga-group-photo: [258, 1150, 592, 1355]
